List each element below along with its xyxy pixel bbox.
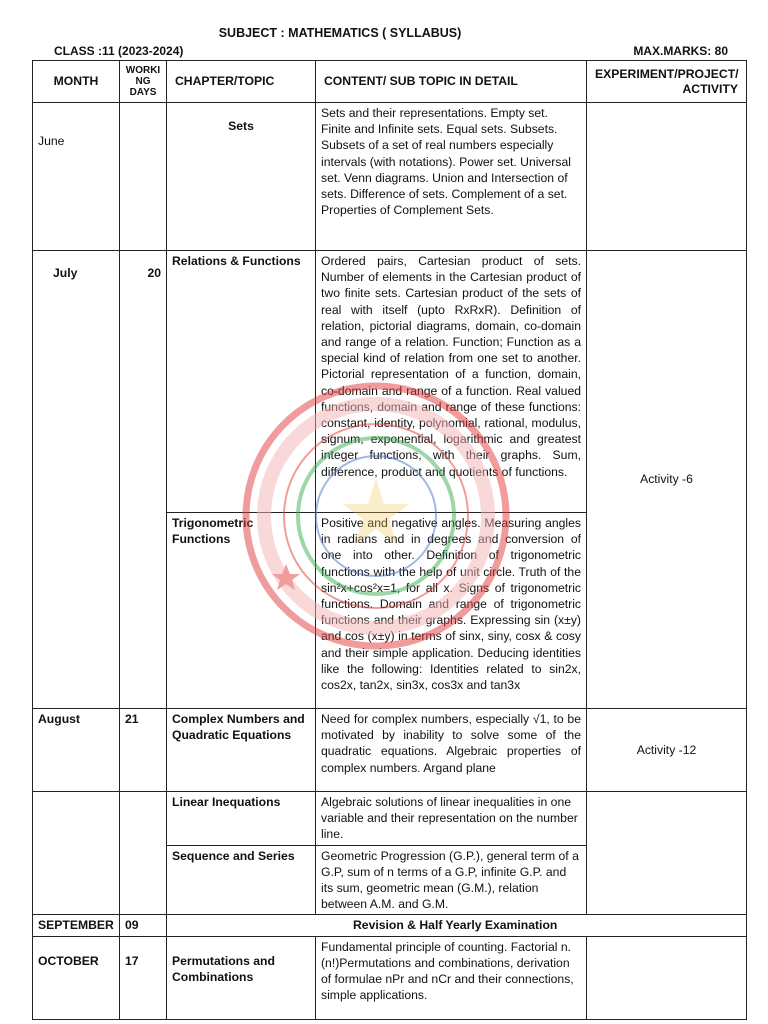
month-october: OCTOBER xyxy=(33,936,120,1019)
content-linear-inequations: Algebraic solutions of linear inequalities in one variable and their representation on the number line. xyxy=(316,792,587,846)
days-header-line2: NG xyxy=(135,76,151,87)
days-blank xyxy=(120,792,167,915)
table-row-october xyxy=(33,936,747,1019)
days-september: 09 xyxy=(120,915,167,936)
activity-june xyxy=(587,103,747,251)
month-september: SEPTEMBER xyxy=(33,915,120,936)
revision-exam: Revision & Half Yearly Examination xyxy=(167,915,747,936)
table-row-linear-inequations xyxy=(33,792,747,846)
chapter-sets: Sets xyxy=(167,103,316,251)
content-permutations: Fundamental principle of counting. Factorial n. (n!)Permutations and combinations, derivation of formulae nPr and nCr and their connections, simple applications. xyxy=(316,936,587,1019)
column-header-month: MONTH xyxy=(33,61,120,103)
days-header-line3: DAYS xyxy=(129,87,157,98)
table-row-august xyxy=(33,709,747,792)
experiment-header-line1: EXPERIMENT/PROJECT/ xyxy=(595,66,739,81)
experiment-header-line2: ACTIVITY xyxy=(682,81,738,96)
activity-blank xyxy=(587,792,747,915)
content-relations-functions: Ordered pairs, Cartesian product of sets. Number of elements in the Cartesian product of two finite sets. Cartesian product of the sets of real with itself (upto RxRxR). Definition of relation, pictorial diagrams, domain, co-domain and range of a relation. Function; Function as a special kind of relation from one set to another. Pictorial representation of a function, domain, co-domain and range of a function. Real valued functions, domain and range of these functions: constant, identity, polynomial, rational, modulus, signum, exponential, logarithmic and greatest integer functions, with their graphs. Sum, difference, product and quotients of functions. xyxy=(316,251,587,513)
table-row-june xyxy=(33,103,747,251)
activity-october xyxy=(587,936,747,1019)
document-title: SUBJECT : MATHEMATICS ( SYLLABUS) xyxy=(218,26,462,40)
table-header-row xyxy=(33,61,747,103)
column-header-content: CONTENT/ SUB TOPIC IN DETAIL xyxy=(316,61,587,103)
days-october: 17 xyxy=(120,936,167,1019)
chapter-relations-functions: Relations & Functions xyxy=(167,251,316,513)
activity-august: Activity -12 xyxy=(587,709,747,792)
days-june xyxy=(120,103,167,251)
chapter-permutations: Permutations and Combinations xyxy=(167,936,316,1019)
syllabus-table xyxy=(32,60,747,1020)
content-trigonometric-functions: Positive and negative angles. Measuring angles in radians and in degrees and conversion of one into other. Definition of trigonometric functions with the help of unit circle. Truth of the sin²x+cos²x=1, for all x. Signs of trigonometric functions. Domain and range of trigonometric functions and their graphs. Expressing sin (x±y) and cos (x±y) in terms of sinx, siny, cosx & cosy and their simple application. Deducing identities like the following: Identities related to sin2x, cos2x, tan2x, sin3x, cos3x and tan3x xyxy=(316,513,587,709)
month-august: August xyxy=(33,709,120,792)
month-blank xyxy=(33,792,120,915)
month-june: June xyxy=(33,103,120,251)
chapter-complex-numbers: Complex Numbers and Quadratic Equations xyxy=(167,709,316,792)
column-header-chapter: CHAPTER/TOPIC xyxy=(167,61,316,103)
max-marks: MAX.MARKS: 80 xyxy=(633,44,728,58)
column-header-working-days xyxy=(120,61,167,103)
activity-july: Activity -6 xyxy=(587,251,747,709)
days-header-line1: WORKI xyxy=(125,65,161,76)
month-july: July xyxy=(33,251,120,709)
table-row-july-relations xyxy=(33,251,747,513)
table-row-september xyxy=(33,915,747,936)
days-august: 21 xyxy=(120,709,167,792)
content-sequence-series: Geometric Progression (G.P.), general term of a G.P, sum of n terms of a G.P, infinite G.P. and its sum, geometric mean (G.M.), relation between A.M. and G.M. xyxy=(316,845,587,915)
days-july: 20 xyxy=(120,251,167,709)
content-sets: Sets and their representations. Empty set. Finite and Infinite sets. Equal sets. Subsets. Subsets of a set of real numbers especially intervals (with notations). Power set. Universal set. Venn diagrams. Union and Intersection of sets. Difference of sets. Complement of a set. Properties of Complement Sets. xyxy=(316,103,587,251)
chapter-linear-inequations: Linear Inequations xyxy=(167,792,316,846)
content-complex-numbers: Need for complex numbers, especially √1, to be motivated by inability to solve some of the quadratic equations. Algebraic properties of complex numbers. Argand plane xyxy=(316,709,587,792)
chapter-trigonometric-functions: Trigonometric Functions xyxy=(167,513,316,709)
class-info: CLASS :11 (2023-2024) xyxy=(54,44,184,58)
column-header-experiment xyxy=(587,61,747,103)
chapter-sequence-series: Sequence and Series xyxy=(167,845,316,915)
